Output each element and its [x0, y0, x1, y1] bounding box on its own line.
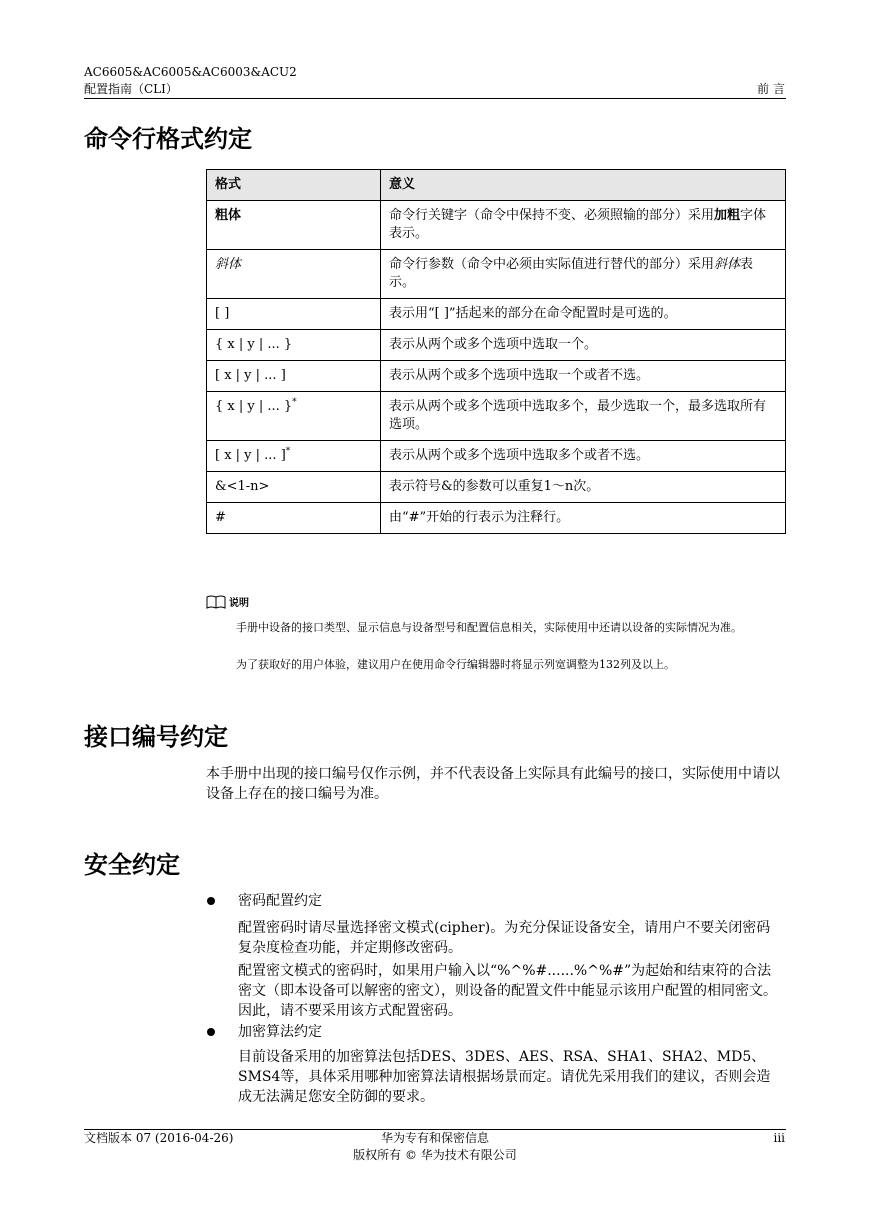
table-head-format: 格式	[207, 170, 381, 201]
format-text: [ x | y | ... ]	[215, 448, 286, 463]
meaning-cell: 由“#”开始的行表示为注释行。	[381, 503, 786, 534]
confidential-notice: 华为专有和保密信息	[380, 1131, 489, 1145]
meaning-cell: 表示符号&的参数可以重复1～n次。	[381, 472, 786, 503]
table-row	[207, 299, 786, 330]
section-title-security: 安全约定	[84, 851, 180, 879]
table-row	[207, 330, 786, 361]
format-text: { x | y | ... }	[215, 399, 293, 414]
format-cell	[207, 441, 381, 472]
format-superscript: *	[292, 397, 297, 408]
format-cell: &<1-n>	[207, 472, 381, 503]
interface-paragraph: 本手册中出现的接口编号仅作示例，并不代表设备上实际具有此编号的接口，实际使用中请以设备上存在的接口编号为准。	[206, 766, 780, 802]
meaning-text: 命令行参数（命令中必须由实际值进行替代的部分）采用	[389, 257, 715, 272]
bullet-dot	[207, 1028, 215, 1036]
format-cell: #	[207, 503, 381, 534]
table-header-row	[207, 170, 786, 201]
format-cell: { x | y | ... }	[207, 330, 381, 361]
format-cell: [ x | y | ... ]	[207, 361, 381, 392]
format-cell	[207, 392, 381, 441]
product-name: AC6605&AC6005&AC6003&ACU2	[84, 65, 297, 79]
meaning-emphasis: 斜体	[714, 257, 741, 272]
meaning-cell: 表示从两个或多个选项中选取一个或者不选。	[381, 361, 786, 392]
meaning-cell	[381, 250, 786, 299]
bullet-paragraph: 配置密文模式的密码时，如果用户输入以“%^%#......%^%#”为起始和结束符的合法密文（即本设备可以解密的密文），则设备的配置文件中能显示该用户配置的相同密文。因此，请不要采用该方式配置密码。	[238, 963, 777, 1019]
running-header	[84, 64, 297, 98]
format-cell: 粗体	[207, 201, 381, 250]
format-table	[206, 169, 786, 534]
table-row	[207, 361, 786, 392]
document-version: 文档版本 07 (2016-04-26)	[84, 1131, 234, 1145]
bullet-title: 密码配置约定	[238, 893, 322, 909]
table-row	[207, 250, 786, 299]
bullet-title: 加密算法约定	[238, 1024, 322, 1040]
meaning-text: 字体表示。	[389, 208, 767, 241]
copyright-notice: 版权所有 © 华为技术有限公司	[353, 1148, 517, 1162]
page-number: iii	[773, 1131, 785, 1145]
format-cell: [ ]	[207, 299, 381, 330]
meaning-cell: 表示从两个或多个选项中选取多个或者不选。	[381, 441, 786, 472]
note-line: 手册中设备的接口类型、显示信息与设备型号和配置信息相关，实际使用中还请以设备的实际情况为准。	[236, 621, 742, 634]
table-row	[207, 201, 786, 250]
format-cell: 斜体	[207, 250, 381, 299]
note-label: 说明	[229, 598, 249, 609]
meaning-cell: 表示用“[ ]”括起来的部分在命令配置时是可选的。	[381, 299, 786, 330]
meaning-emphasis: 加粗	[714, 208, 741, 223]
meaning-cell	[381, 201, 786, 250]
section-title-cmd-format: 命令行格式约定	[84, 125, 252, 153]
bullet-paragraph: 配置密码时请尽量选择密文模式(cipher)。为充分保证设备安全，请用户不要关闭密码复杂度检查功能，并定期修改密码。	[238, 920, 771, 956]
meaning-text: 命令行关键字（命令中保持不变、必须照输的部分）采用	[389, 208, 715, 223]
bullet-paragraph: 目前设备采用的加密算法包括DES、3DES、AES、RSA、SHA1、SHA2、MD5、SMS4等，具体采用哪种加密算法请根据场景而定。请优先采用我们的建议，否则会造成无法满足您安全防御的要求。	[238, 1049, 771, 1105]
note-heading	[206, 594, 249, 609]
section-title-interface: 接口编号约定	[84, 723, 228, 751]
footer-center	[300, 1130, 570, 1164]
book-icon	[206, 595, 226, 609]
meaning-text: 表示。	[389, 257, 754, 290]
header-divider	[84, 98, 786, 99]
meaning-cell: 表示从两个或多个选项中选取多个，最少选取一个，最多选取所有选项。	[381, 392, 786, 441]
table-row	[207, 503, 786, 534]
table-row	[207, 472, 786, 503]
table-row	[207, 392, 786, 441]
table-row	[207, 441, 786, 472]
note-line: 为了获取好的用户体验，建议用户在使用命令行编辑器时将显示列宽调整为132列及以上。	[236, 658, 675, 671]
format-superscript: *	[285, 446, 291, 457]
header-section: 前 言	[757, 82, 785, 96]
meaning-cell: 表示从两个或多个选项中选取一个。	[381, 330, 786, 361]
bullet-dot	[207, 897, 215, 905]
table-head-meaning: 意义	[381, 170, 786, 201]
guide-name: 配置指南（CLI）	[84, 82, 178, 96]
